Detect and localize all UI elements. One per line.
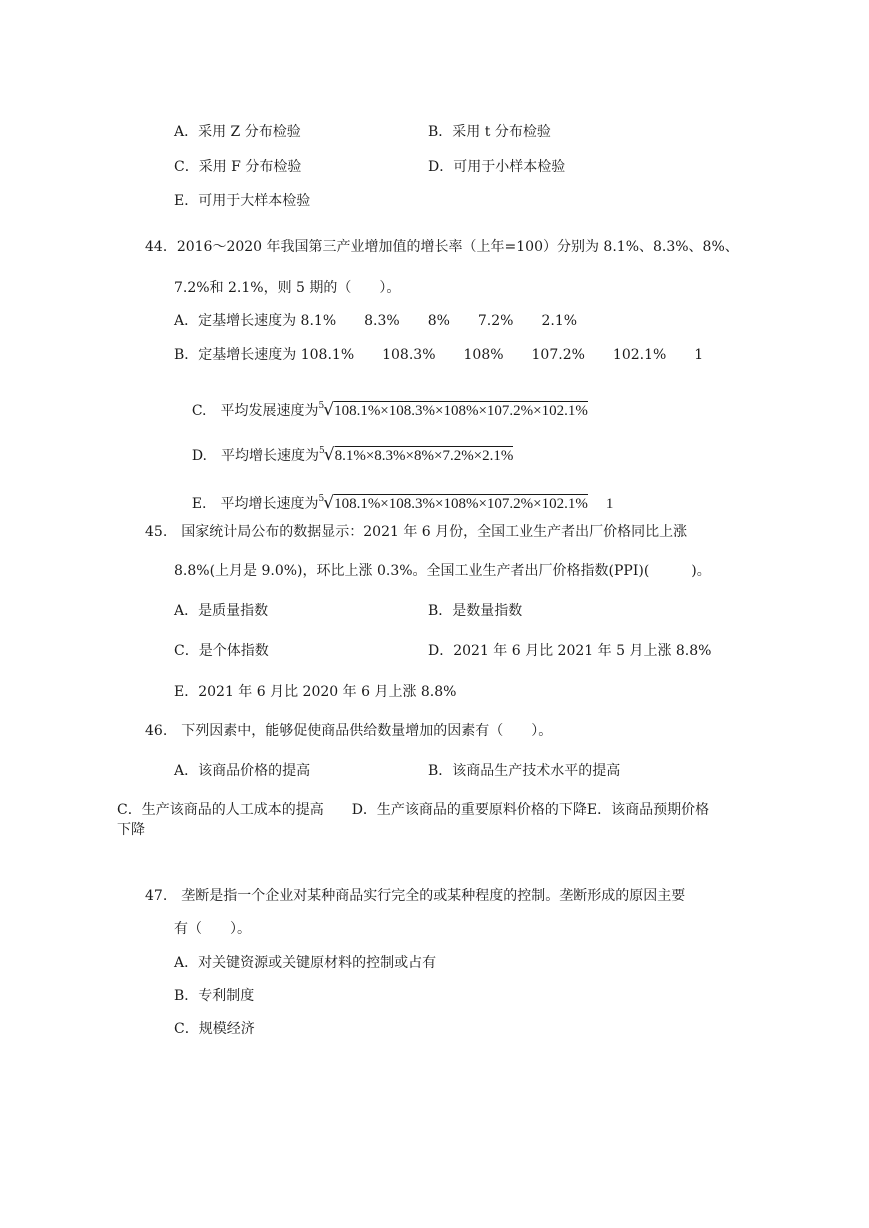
- radical-index: 5: [318, 493, 325, 504]
- q47-option-b: B．专利制度: [174, 988, 255, 1004]
- q44-option-c-label: C. 平均发展速度为: [191, 402, 319, 419]
- q46-options-cde-line2: 下降: [117, 822, 145, 838]
- q45-option-e: E．2021 年 6 月比 2020 年 6 月上涨 8.8%: [174, 684, 457, 700]
- radical-index: 5: [319, 445, 325, 456]
- q44-option-e-suffix: 1: [605, 495, 614, 512]
- q44-option-d: [174, 428, 513, 482]
- q44-option-e-label: E. 平均增长速度为: [191, 495, 319, 512]
- q44-stem-line2: 7.2%和 2.1%，则 5 期的（ ）。: [174, 280, 401, 296]
- radical-sign-icon: √: [323, 399, 335, 420]
- q43-option-a: A．采用 Z 分布检验: [174, 124, 301, 140]
- q44-option-b: B．定基增长速度为 108.1% 108.3% 108% 107.2% 102.1% 1: [174, 347, 704, 363]
- q44-stem-line1: 44．2016～2020 年我国第三产业增加值的增长率（上年=100）分别为 8.1%、8.3%、8%、: [145, 239, 739, 255]
- q45-stem-line1: 45. 国家统计局公布的数据显示：2021 年 6 月份，全国工业生产者出厂价格同比上涨: [145, 524, 688, 540]
- q46-options-cde-line1: C．生产该商品的人工成本的提高 D．生产该商品的重要原料价格的下降E．该商品预期价格: [117, 802, 710, 818]
- q45-option-b: B．是数量指数: [428, 603, 523, 619]
- q44-option-d-label: D. 平均增长速度为: [191, 447, 319, 464]
- q45-option-c: C．是个体指数: [174, 643, 269, 659]
- q43-option-d: D．可用于小样本检验: [428, 159, 566, 175]
- q45-option-d: D．2021 年 6 月比 2021 年 5 月上涨 8.8%: [428, 643, 712, 659]
- q46-stem: 46. 下列因素中，能够促使商品供给数量增加的因素有（ ）。: [145, 723, 553, 739]
- q44-option-d-radicand: 8.1%×8.3%×8%×7.2%×2.1%: [334, 447, 514, 464]
- q47-option-a: A．对关键资源或关键原材料的控制或占有: [174, 955, 437, 971]
- radical-index: 5: [318, 400, 325, 411]
- radical-sign-icon: √: [323, 492, 335, 513]
- q44-option-a: A．定基增长速度为 8.1% 8.3% 8% 7.2% 2.1%: [174, 313, 578, 329]
- q45-option-a: A．是质量指数: [174, 603, 269, 619]
- q44-option-e: [174, 476, 613, 530]
- q47-option-c: C．规模经济: [174, 1021, 255, 1037]
- q44-option-e-radicand: 108.1%×108.3%×108%×107.2%×102.1%: [334, 495, 588, 512]
- q43-option-e: E．可用于大样本检验: [174, 193, 311, 209]
- q46-option-b: B．该商品生产技术水平的提高: [428, 763, 621, 779]
- q46-option-a: A．该商品价格的提高: [174, 763, 311, 779]
- q45-stem-line2: 8.8%(上月是 9.0%)，环比上涨 0.3%。全国工业生产者出厂价格指数(PPI)( )。: [174, 563, 711, 579]
- q43-option-c: C．采用 F 分布检验: [174, 159, 302, 175]
- q47-stem-line2: 有（ ）。: [174, 921, 251, 937]
- q43-option-b: B．采用 t 分布检验: [428, 124, 551, 140]
- q44-option-c-radicand: 108.1%×108.3%×108%×107.2%×102.1%: [334, 402, 588, 419]
- q47-stem-line1: 47. 垄断是指一个企业对某种商品实行完全的或某种程度的控制。垄断形成的原因主要: [145, 888, 686, 904]
- radical-sign-icon: √: [323, 444, 335, 465]
